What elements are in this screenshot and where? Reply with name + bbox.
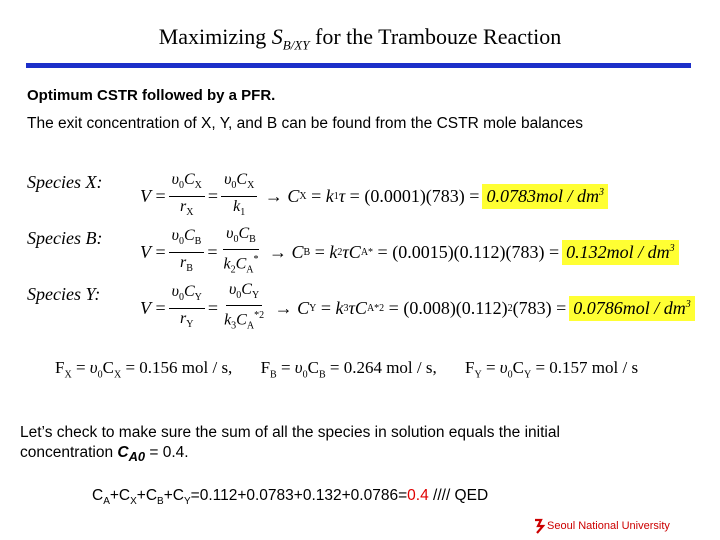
species-label: Species B: [27,228,103,248]
species-label: Species X: [27,172,103,192]
slide-title: Maximizing $S_{B/XY}$ for the Trambouze Reaction [158,24,562,53]
mid-fraction: $\frac{\upsilon_0C_Y}{k_3C_A^{*2}}$ [224,281,265,332]
result-highlight: $0.0783mol / dm^3$ [482,184,608,209]
lhs-fraction: $\frac{\upsilon_0C_B}{r_B}$ [169,226,205,277]
intro-text: The exit concentration of X, Y, and B can be found from the CSTR mole balances [27,115,584,132]
sum-check: $C_A+C_X+C_B+C_Y=0.112+0.0783+0.132+0.0786=0.4$ //// QED [92,487,489,508]
lhs-fraction: $\frac{\upsilon_0C_X}{r_X}$ [169,170,205,221]
molar-flow-rates: $F_X = \upsilon_0C_X = 0.156$ mol / s, $F_B = \upsilon_0C_B = 0.264$ mol / s, $F_Y = \upsilon_0C_Y = 0.157$ mol / s [55,358,639,381]
university-logo [533,518,670,534]
species-label: Species Y: [27,284,101,304]
sum-value: 0.4 [407,487,429,504]
equation-species-b: Species B: V = $\frac{\upsilon_0C_B}{r_B}$ = $\frac{\upsilon_0C_B}{k_2C_A^*}$ → C B = k 2 τC A * = (0.0015)(0.112)(783) = $0.132mol / dm^3$ [0,224,720,280]
snu-emblem-icon [533,518,547,534]
equation-species-y: Species Y: V = $\frac{\upsilon_0C_Y}{r_Y}$ = $\frac{\upsilon_0C_Y}{k_3C_A^{*2}}$ → C Y = k 3 τC A *2 = (0.008)(0.112) 2 (783) = $0.0786mol / dm^3$ [0,280,720,336]
mid-fraction: $\frac{\upsilon_0C_X}{k_1}$ [221,170,257,221]
university-name: Seoul National University [547,520,670,532]
result-highlight: $0.0786mol / dm^3$ [569,296,695,321]
result-highlight: $0.132mol / dm^3$ [562,240,679,265]
title-rule [26,63,691,68]
lhs-fraction: $\frac{\upsilon_0C_Y}{r_Y}$ [169,282,205,333]
equation-species-x: Species X: V = $\frac{\upsilon_0C_X}{r_X}$ = $\frac{\upsilon_0C_X}{k_1}$ → C X = k 1 τ = (0.0001)(783) = $0.0783mol / dm^3$ [0,168,720,224]
check-text: Let’s check to make sure the sum of all the species in solution equals the initial concentration $C_{A0} = 0.4$. [20,424,560,465]
mid-fraction: $\frac{\upsilon_0C_B}{k_2C_A^*}$ [223,225,259,276]
intro-heading: Optimum CSTR followed by a PFR. [27,87,276,104]
